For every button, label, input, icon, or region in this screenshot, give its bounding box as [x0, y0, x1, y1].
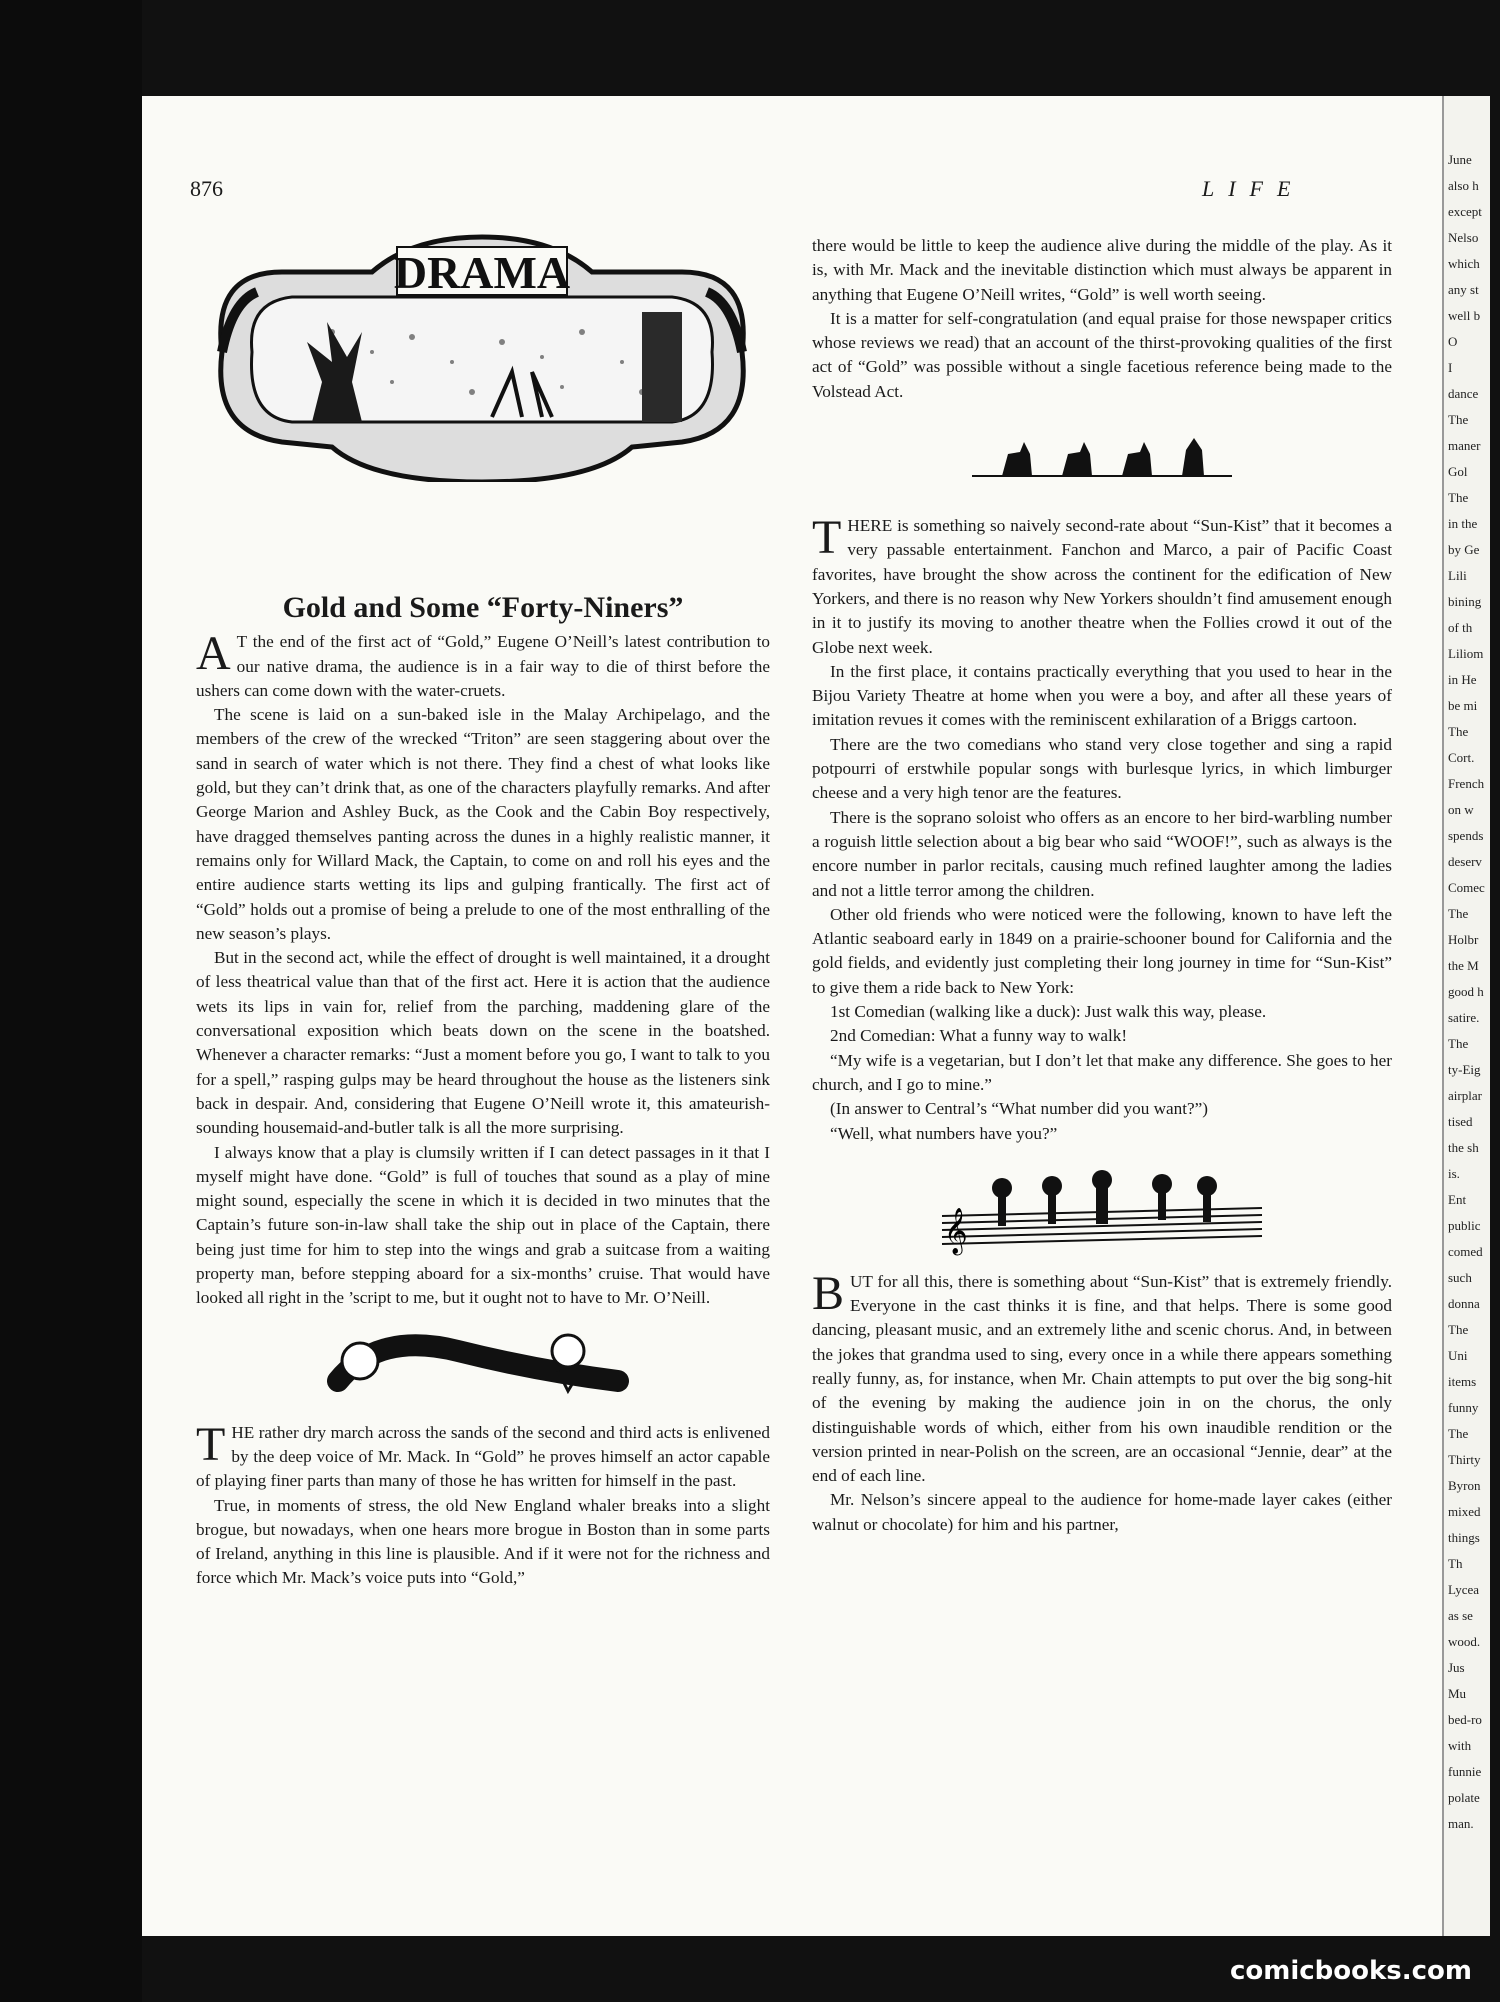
- magazine-page: [142, 96, 1442, 1936]
- paragraph-text: 1st Comedian (walking like a duck): Just walk this way, please.: [830, 1002, 1267, 1022]
- paragraph: [196, 946, 770, 1140]
- adjacent-page-fragment: is.: [1448, 1166, 1460, 1181]
- adjacent-page-fragment: O: [1448, 334, 1458, 349]
- magazine-title: LIFE: [1202, 176, 1305, 201]
- paragraph-text: But in the second act, while the effect of drought is well maintained, it a drought of less theatrical value than that of the first act. Here it is action that the audience wets its lips in vain for, relief from the parching, maddening glare of the conversational exposition which beats down on the scene in the boatshed. Whenever a character remarks: “Just a moment before you go, I want to talk to you for a spell,” rasping gulps may be heard throughout the house as the listeners sink back in despair. And, considering that Eugene O’Neill wrote it, this amateurish-sounding housemaid-and-butler talk is all the more surprising.: [196, 948, 770, 1138]
- adjacent-page-fragment: wood.: [1448, 1634, 1481, 1649]
- adjacent-page-fragment: except: [1448, 204, 1482, 219]
- adjacent-page-fragment: The: [1448, 1036, 1469, 1051]
- adjacent-page-fragment: Holbr: [1448, 932, 1479, 947]
- drama-banner-word: DRAMA: [393, 247, 571, 298]
- left-column: [196, 591, 770, 1591]
- adjacent-page-fragment: Uni: [1448, 1348, 1468, 1363]
- adjacent-page-fragment: Th: [1448, 1556, 1463, 1571]
- paragraph-text: Mr. Nelson’s sincere appeal to the audience for home-made layer cakes (either walnut or chocolate) for him and his partner,: [812, 1490, 1392, 1534]
- paragraph: [812, 234, 1392, 307]
- adjacent-page-fragment: also h: [1448, 178, 1479, 193]
- adjacent-page-fragment: Lycea: [1448, 1582, 1480, 1597]
- adjacent-page-fragment: French: [1448, 776, 1485, 791]
- paragraph: [812, 1488, 1392, 1537]
- adjacent-page-fragment: which: [1448, 256, 1480, 271]
- adjacent-page-fragment: funnie: [1448, 1764, 1482, 1779]
- adjacent-page-fragment: of th: [1448, 620, 1473, 635]
- adjacent-page-fragment: Cort.: [1448, 750, 1475, 765]
- paragraph: [812, 1049, 1392, 1098]
- adjacent-page-fragment: such: [1448, 1270, 1472, 1285]
- paragraph: [196, 1494, 770, 1591]
- paragraph-text: HERE is something so naively second-rate about “Sun-Kist” that it becomes a very passable entertainment. Fanchon and Marco, a pair of Pacific Coast favorites, have brought the show across the continent for the edification of New Yorkers, and there is no reason why New Yorkers shouldn’t find amusement enough in it to justify its moving to another theatre when the Follies crowd it out of the Globe next week.: [812, 516, 1392, 657]
- drama-header-illustration: [212, 232, 752, 482]
- paragraph-text: UT for all this, there is something about “Sun-Kist” that is extremely friendly. Everyone in the cast thinks it is fine, and that helps. There is some good dancing, pleasant music, and an extremely lithe and scenic chorus. And, in between the jokes that grandma used to sing, every once in a while there appears something really funny, as, for instance, when Mr. Chain attempts to put over the big song-hit of the evening by making the audience join in on the chorus, the only distinguishable words of which, either from his own inaudible rendition or the version printed in near-Polish on the screen, are an occasional “Jennie, dear” at the end of each line.: [812, 1271, 1392, 1486]
- adjacent-page-fragment: dance: [1448, 386, 1479, 401]
- paragraph: [812, 1266, 1392, 1489]
- adjacent-page-fragment: funny: [1448, 1400, 1479, 1415]
- right-column: [812, 234, 1392, 1537]
- page-number: 876: [190, 176, 223, 201]
- adjacent-page-fragment: in He: [1448, 672, 1477, 687]
- separator-cartoon-left: [196, 1321, 770, 1407]
- paragraph: [196, 1141, 770, 1311]
- adjacent-page-fragment: maner: [1448, 438, 1481, 453]
- paragraph-text: True, in moments of stress, the old New England whaler breaks into a slight brogue, but nowadays, when one hears more brogue in Boston than in some parts of Ireland, anything in this line is plausible. And if it were not for the richness and force which Mr. Mack’s voice puts into “Gold,”: [196, 1495, 770, 1588]
- drop-cap: A: [196, 627, 231, 681]
- adjacent-page-fragment: tised: [1448, 1114, 1473, 1129]
- adjacent-page-fragment: donna: [1448, 1296, 1480, 1311]
- drop-cap: T: [812, 511, 842, 565]
- adjacent-page-fragment: Ent: [1448, 1192, 1467, 1207]
- adjacent-page-fragment: Byron: [1448, 1478, 1481, 1493]
- paragraph: [812, 660, 1392, 733]
- drop-cap: B: [812, 1266, 845, 1320]
- separator-cats: [812, 414, 1392, 500]
- paragraph: [812, 1000, 1392, 1024]
- adjacent-page-fragment: well b: [1448, 308, 1481, 323]
- adjacent-page-fragment: the sh: [1448, 1140, 1479, 1155]
- adjacent-page-fragment: airplar: [1448, 1088, 1482, 1103]
- adjacent-page-fragment: Nelso: [1448, 230, 1479, 245]
- paragraph-text: I always know that a play is clumsily written if I can detect passages in it that I myself might have done. “Gold” is full of touches that sound as a play of mine might sound, especially the scene in which it is decided in two minutes that the Captain’s future son-in-law shall take the ship out in place of the Captain, there being just time for him to step into the wings and grab a suitcase from a waiting property man, before stepping aboard for a six-months’ cruise. That would have looked all right in the ’script to me, but it ought not to have to Mr. O’Neill.: [196, 1142, 770, 1308]
- adjacent-page-fragment: The: [1448, 1426, 1469, 1441]
- adjacent-page-fragment: as se: [1448, 1608, 1473, 1623]
- paragraph-text: There are the two comedians who stand very close together and sing a rapid potpourri of erstwhile popular songs with burlesque lyrics, in which limburger cheese and a very high tenor are the features.: [812, 734, 1392, 803]
- paragraph-text: In the first place, it contains practically everything that you used to hear in the Bijou Variety Theatre at home when you were a boy, and after all these years of imitation revues it comes with the reminiscent exhilaration of a Briggs cartoon.: [812, 661, 1392, 730]
- separator-music-staff: [812, 1156, 1392, 1256]
- adjacent-page-fragment: June: [1448, 152, 1472, 167]
- adjacent-page-fragment: good h: [1448, 984, 1484, 999]
- paragraph-text: “My wife is a vegetarian, but I don’t let that make any difference. She goes to her church, and I go to mine.”: [812, 1050, 1392, 1094]
- adjacent-page-fragment: things: [1448, 1530, 1480, 1545]
- adjacent-page-edge: [1442, 96, 1490, 1936]
- adjacent-page-fragment: I: [1448, 360, 1453, 375]
- adjacent-page-fragment: items: [1448, 1374, 1477, 1389]
- adjacent-page-fragment: Comec: [1448, 880, 1485, 895]
- paragraph: [812, 511, 1392, 660]
- adjacent-page-fragment: bining: [1448, 594, 1482, 609]
- adjacent-page-fragment: with: [1448, 1738, 1472, 1753]
- adjacent-page-fragment: deserv: [1448, 854, 1482, 869]
- paragraph: [812, 307, 1392, 404]
- adjacent-page-fragment: public: [1448, 1218, 1481, 1233]
- article-title: Gold and Some “Forty-Niners”: [282, 591, 684, 624]
- adjacent-page-fragment: The: [1448, 412, 1469, 427]
- adjacent-page-fragment: any st: [1448, 282, 1479, 297]
- paragraph: [812, 1122, 1392, 1146]
- adjacent-page-fragment: Liliom: [1448, 646, 1484, 661]
- paragraph-text: 2nd Comedian: What a funny way to walk!: [830, 1026, 1128, 1046]
- paragraph: [812, 1097, 1392, 1121]
- paragraph-text: (In answer to Central’s “What number did you want?”): [830, 1099, 1208, 1119]
- drop-cap: T: [196, 1417, 226, 1471]
- paragraph-text: “Well, what numbers have you?”: [830, 1123, 1058, 1143]
- paragraph: [812, 733, 1392, 806]
- adjacent-page-fragment: Mu: [1448, 1686, 1467, 1701]
- watermark: comicbooks.com: [1229, 1956, 1472, 1986]
- adjacent-page-fragment: ty-Eig: [1448, 1062, 1481, 1077]
- paragraph: [812, 903, 1392, 1000]
- adjacent-page-fragment: Jus: [1448, 1660, 1465, 1675]
- adjacent-page-fragment: Thirty: [1448, 1452, 1481, 1467]
- adjacent-page-fragment: man.: [1448, 1816, 1474, 1831]
- adjacent-page-fragment: on w: [1448, 802, 1474, 817]
- paragraph-text: The scene is laid on a sun-baked isle in the Malay Archipelago, and the members of the crew of the wrecked “Triton” are seen staggering about over the sand in search of water which is not there. They find a chest of what looks like gold, but they can’t drink that, as one of the characters playfully remarks. And after George Marion and Ashley Buck, as the Cook and the Cabin Boy respectively, have dragged themselves panting across the dunes in a highly realistic manner, it remains only for Willard Mack, the Captain, to come on and roll his eyes and the entire audience starts wetting its lips and gulping frantically. The first act of “Gold” holds out a promise of being a prelude to one of the most enthralling of the new season’s plays.: [196, 705, 770, 943]
- paragraph-text: there would be little to keep the audience alive during the middle of the play. As it is, with Mr. Mack and the inevitable distinction which must always be apparent in anything that Eugene O’Neill writes, “Gold” is well worth seeing.: [812, 236, 1392, 304]
- adjacent-page-fragment: comed: [1448, 1244, 1483, 1259]
- adjacent-page-fragment: The: [1448, 1322, 1469, 1337]
- adjacent-page-fragment: The: [1448, 906, 1469, 921]
- adjacent-page-fragment: Gol: [1448, 464, 1468, 479]
- adjacent-page-fragment: Lili: [1448, 568, 1467, 583]
- adjacent-page-fragment: The: [1448, 724, 1469, 739]
- paragraph: [812, 1024, 1392, 1048]
- adjacent-page-fragment: be mi: [1448, 698, 1478, 713]
- paragraph: [196, 703, 770, 946]
- adjacent-page-fragment: polate: [1448, 1790, 1480, 1805]
- adjacent-page-fragment: satire.: [1448, 1010, 1480, 1025]
- adjacent-page-fragment: mixed: [1448, 1504, 1481, 1519]
- adjacent-page-fragment: spends: [1448, 828, 1484, 843]
- adjacent-page-fragment: the M: [1448, 958, 1479, 973]
- paragraph-text: HE rather dry march across the sands of the second and third acts is enlivened by the deep voice of Mr. Mack. In “Gold” he proves himself an actor capable of playing finer parts than many of those he has written for himself in the past.: [196, 1422, 770, 1491]
- paragraph-text: It is a matter for self-congratulation (and equal praise for those newspaper critics whose reviews we read) that an account of the thirst-provoking qualities of the first act of “Gold” was possible without a single facetious reference being made to the Volstead Act.: [812, 308, 1392, 401]
- paragraph-text: T the end of the first act of “Gold,” Eugene O’Neill’s latest contribution to our native drama, the audience is in a fair way to die of thirst before the ushers can come down with the water-cruets.: [196, 632, 770, 700]
- paragraph: [196, 627, 770, 703]
- paragraph-text: There is the soprano soloist who offers as an encore to her bird-warbling number a roguish little selection about a big bear who said “WOOF!”, such as always is the encore number in parlor recitals, causing much refined laughter among the ladies and not a little terror among the children.: [812, 807, 1392, 900]
- scan-black-margin: [0, 0, 142, 2002]
- paragraph-text: Other old friends who were noticed were the following, known to have left the Atlantic seaboard early in 1849 on a prairie-schooner bound for California and the gold fields, and evidently just completing their long journey in time for “Sun-Kist” to give them a ride back to New York:: [812, 904, 1392, 997]
- adjacent-page-fragment: in the: [1448, 516, 1478, 531]
- paragraph: [812, 806, 1392, 903]
- paragraph: [196, 1417, 770, 1494]
- adjacent-page-fragment: by Ge: [1448, 542, 1480, 557]
- svg-text:𝄞: 𝄞: [944, 1207, 968, 1254]
- adjacent-page-fragment: bed-ro: [1448, 1712, 1482, 1727]
- adjacent-page-fragment: The: [1448, 490, 1469, 505]
